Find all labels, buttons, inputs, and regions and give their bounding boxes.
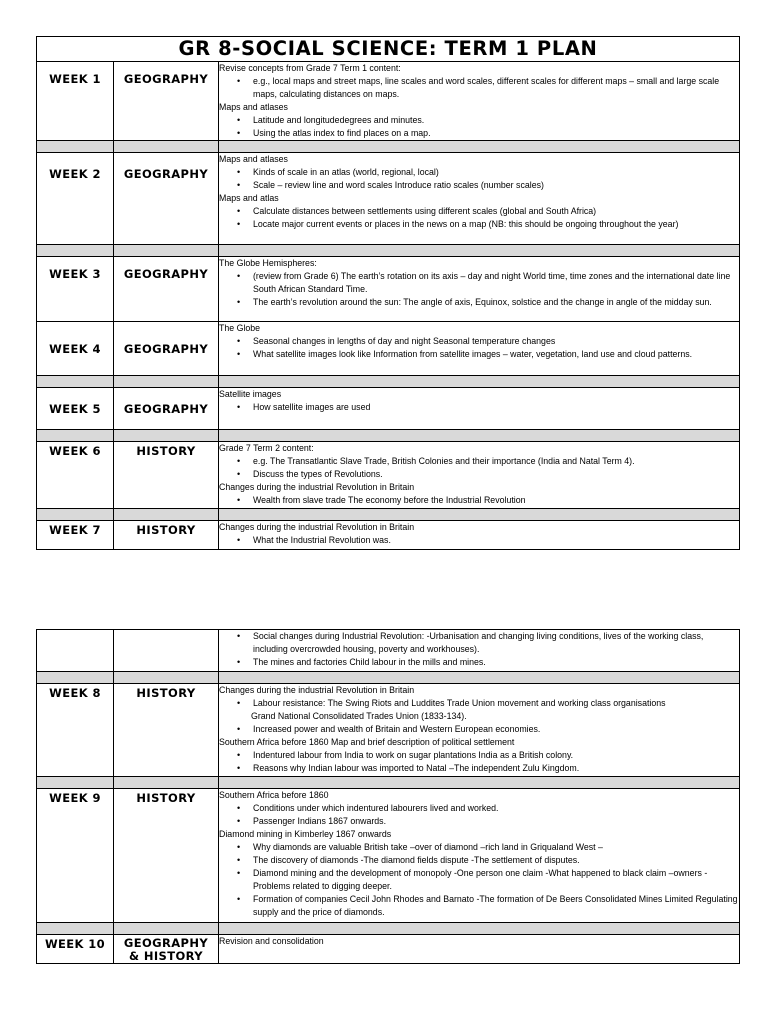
table-row-week-7-continued xyxy=(37,630,740,672)
table-row-week-9 xyxy=(37,789,740,923)
table-row-week-5 xyxy=(37,388,740,430)
content-bullet: • Passenger Indians 1867 onwards. xyxy=(253,815,739,828)
term-plan-table-page-2 xyxy=(36,629,740,964)
week-label: WEEK 10 xyxy=(37,935,114,964)
week-label: WEEK 3 xyxy=(37,257,114,322)
week-content xyxy=(219,630,740,672)
table-row-week-6 xyxy=(37,442,740,509)
spacer-row xyxy=(37,245,740,257)
subject-label xyxy=(114,935,219,964)
content-heading: Changes during the industrial Revolution in Britain xyxy=(219,685,415,695)
week-content xyxy=(219,153,740,245)
week-label: WEEK 8 xyxy=(37,684,114,777)
content-heading: Maps and atlases xyxy=(219,102,288,112)
table-row-week-3 xyxy=(37,257,740,322)
content-heading: Revise concepts from Grade 7 Term 1 content: xyxy=(219,63,401,73)
week-content xyxy=(219,442,740,509)
content-bullet: • Reasons why Indian labour was imported to Natal –The independent Zulu Kingdom. xyxy=(253,762,739,775)
content-bullet: • What satellite images look like Information from satellite images – water, vegetation, land use and cloud patterns. xyxy=(253,348,739,361)
content-bullet: • Latitude and longitudedegrees and minutes. xyxy=(253,114,739,127)
subject-label: HISTORY xyxy=(114,442,219,509)
table-row-week-8 xyxy=(37,684,740,777)
content-line: Grand National Consolidated Trades Union (1833-134). xyxy=(251,711,467,721)
content-bullet: • Locate major current events or places in the news on a map (NB: this should be ongoing throughout the year) xyxy=(253,218,739,231)
subject-label-line-2: & HISTORY xyxy=(129,949,203,963)
content-bullet: • Diamond mining and the development of monopoly -One person one claim -What happened to black claim –owners -Problems related to digging deeper. xyxy=(253,867,739,893)
week-label: WEEK 6 xyxy=(37,442,114,509)
subject-label: GEOGRAPHY xyxy=(114,62,219,141)
week-content xyxy=(219,521,740,550)
content-bullet: • Calculate distances between settlements using different scales (global and South Africa) xyxy=(253,205,739,218)
spacer-row xyxy=(37,430,740,442)
content-bullet: • Indentured labour from India to work on sugar plantations India as a British colony. xyxy=(253,749,739,762)
spacer-row xyxy=(37,923,740,935)
term-plan-table-page-1 xyxy=(36,36,740,550)
week-label: WEEK 2 xyxy=(37,153,114,245)
content-bullet: • How satellite images are used xyxy=(253,401,739,414)
week-content xyxy=(219,935,740,964)
content-heading: The Globe xyxy=(219,323,261,333)
content-heading: Changes during the industrial Revolution in Britain xyxy=(219,482,415,492)
week-content xyxy=(219,257,740,322)
table-row-week-10 xyxy=(37,935,740,964)
content-bullet: • Scale – review line and word scales Introduce ratio scales (number scales) xyxy=(253,179,739,192)
table-row-week-7 xyxy=(37,521,740,550)
content-heading: Maps and atlas xyxy=(219,193,279,203)
content-bullet: • Increased power and wealth of Britain and Western European economies. xyxy=(253,723,739,736)
content-bullet: • e.g. The Transatlantic Slave Trade, British Colonies and their importance (India and Natal Term 4). xyxy=(253,455,739,468)
subject-label-line-1: GEOGRAPHY xyxy=(123,936,209,950)
week-label: WEEK 9 xyxy=(37,789,114,923)
content-heading: Revision and consolidation xyxy=(219,936,324,946)
content-bullet: • Kinds of scale in an atlas (world, regional, local) xyxy=(253,166,739,179)
subject-label: GEOGRAPHY xyxy=(114,322,219,376)
page-title: GR 8-SOCIAL SCIENCE: TERM 1 PLAN xyxy=(37,37,740,62)
week-content xyxy=(219,789,740,923)
week-content xyxy=(219,684,740,777)
subject-label: HISTORY xyxy=(114,521,219,550)
spacer-row xyxy=(37,777,740,789)
content-bullet: • The mines and factories Child labour in the mills and mines. xyxy=(253,656,739,669)
week-label: WEEK 7 xyxy=(37,521,114,550)
table-row-week-1 xyxy=(37,62,740,141)
content-bullet: • The discovery of diamonds -The diamond fields dispute -The settlement of disputes. xyxy=(253,854,739,867)
week-label: WEEK 1 xyxy=(37,62,114,141)
content-bullet: • Formation of companies Cecil John Rhodes and Barnato -The formation of De Beers Consolidated Mines Limited Regulating supply and the price of diamonds. xyxy=(253,893,739,919)
spacer-row xyxy=(37,509,740,521)
content-bullet: • The earth’s revolution around the sun: The angle of axis, Equinox, solstice and the change in angle of the midday sun. xyxy=(253,296,739,309)
content-heading: Diamond mining in Kimberley 1867 onwards xyxy=(219,829,392,839)
subject-label: HISTORY xyxy=(114,684,219,777)
content-heading: Maps and atlases xyxy=(219,154,288,164)
subject-label: HISTORY xyxy=(114,789,219,923)
subject-label: GEOGRAPHY xyxy=(114,153,219,245)
content-heading: Southern Africa before 1860 xyxy=(219,790,329,800)
content-bullet: • Conditions under which indentured labourers lived and worked. xyxy=(253,802,739,815)
content-bullet: • Seasonal changes in lengths of day and night Seasonal temperature changes xyxy=(253,335,739,348)
content-heading: Satellite images xyxy=(219,389,282,399)
content-bullet: • Wealth from slave trade The economy before the Industrial Revolution xyxy=(253,494,739,507)
content-heading: Grade 7 Term 2 content: xyxy=(219,443,314,453)
content-bullet: • Why diamonds are valuable British take –over of diamond –rich land in Griqualand West – xyxy=(253,841,739,854)
week-content xyxy=(219,62,740,141)
content-heading: Changes during the industrial Revolution in Britain xyxy=(219,522,415,532)
table-row-week-4 xyxy=(37,322,740,376)
content-bullet: • Using the atlas index to find places on a map. xyxy=(253,127,739,140)
week-content xyxy=(219,388,740,430)
content-heading: Southern Africa before 1860 Map and brief description of political settlement xyxy=(219,737,515,747)
week-label: WEEK 5 xyxy=(37,388,114,430)
subject-label: GEOGRAPHY xyxy=(114,388,219,430)
week-content xyxy=(219,322,740,376)
week-label: WEEK 4 xyxy=(37,322,114,376)
content-bullet: • Discuss the types of Revolutions. xyxy=(253,468,739,481)
content-bullet: • (review from Grade 6) The earth’s rotation on its axis – day and night World time, time zones and the international date line South African Standard Time. xyxy=(253,270,739,296)
spacer-row xyxy=(37,672,740,684)
content-bullet: • Social changes during Industrial Revolution: -Urbanisation and changing living conditions, lives of the working class, including overcrowded housing, poverty and workhouses). xyxy=(253,630,739,656)
spacer-row xyxy=(37,141,740,153)
content-bullet: • What the Industrial Revolution was. xyxy=(253,534,739,547)
content-bullet: • Labour resistance: The Swing Riots and Luddites Trade Union movement and working class organisations xyxy=(253,697,739,710)
content-bullet: • e.g., local maps and street maps, line scales and word scales, different scales for different maps – small and large scale maps, calculating distances on maps. xyxy=(253,75,739,101)
content-heading: The Globe Hemispheres: xyxy=(219,258,317,268)
table-row-week-2 xyxy=(37,153,740,245)
subject-label: GEOGRAPHY xyxy=(114,257,219,322)
spacer-row xyxy=(37,376,740,388)
